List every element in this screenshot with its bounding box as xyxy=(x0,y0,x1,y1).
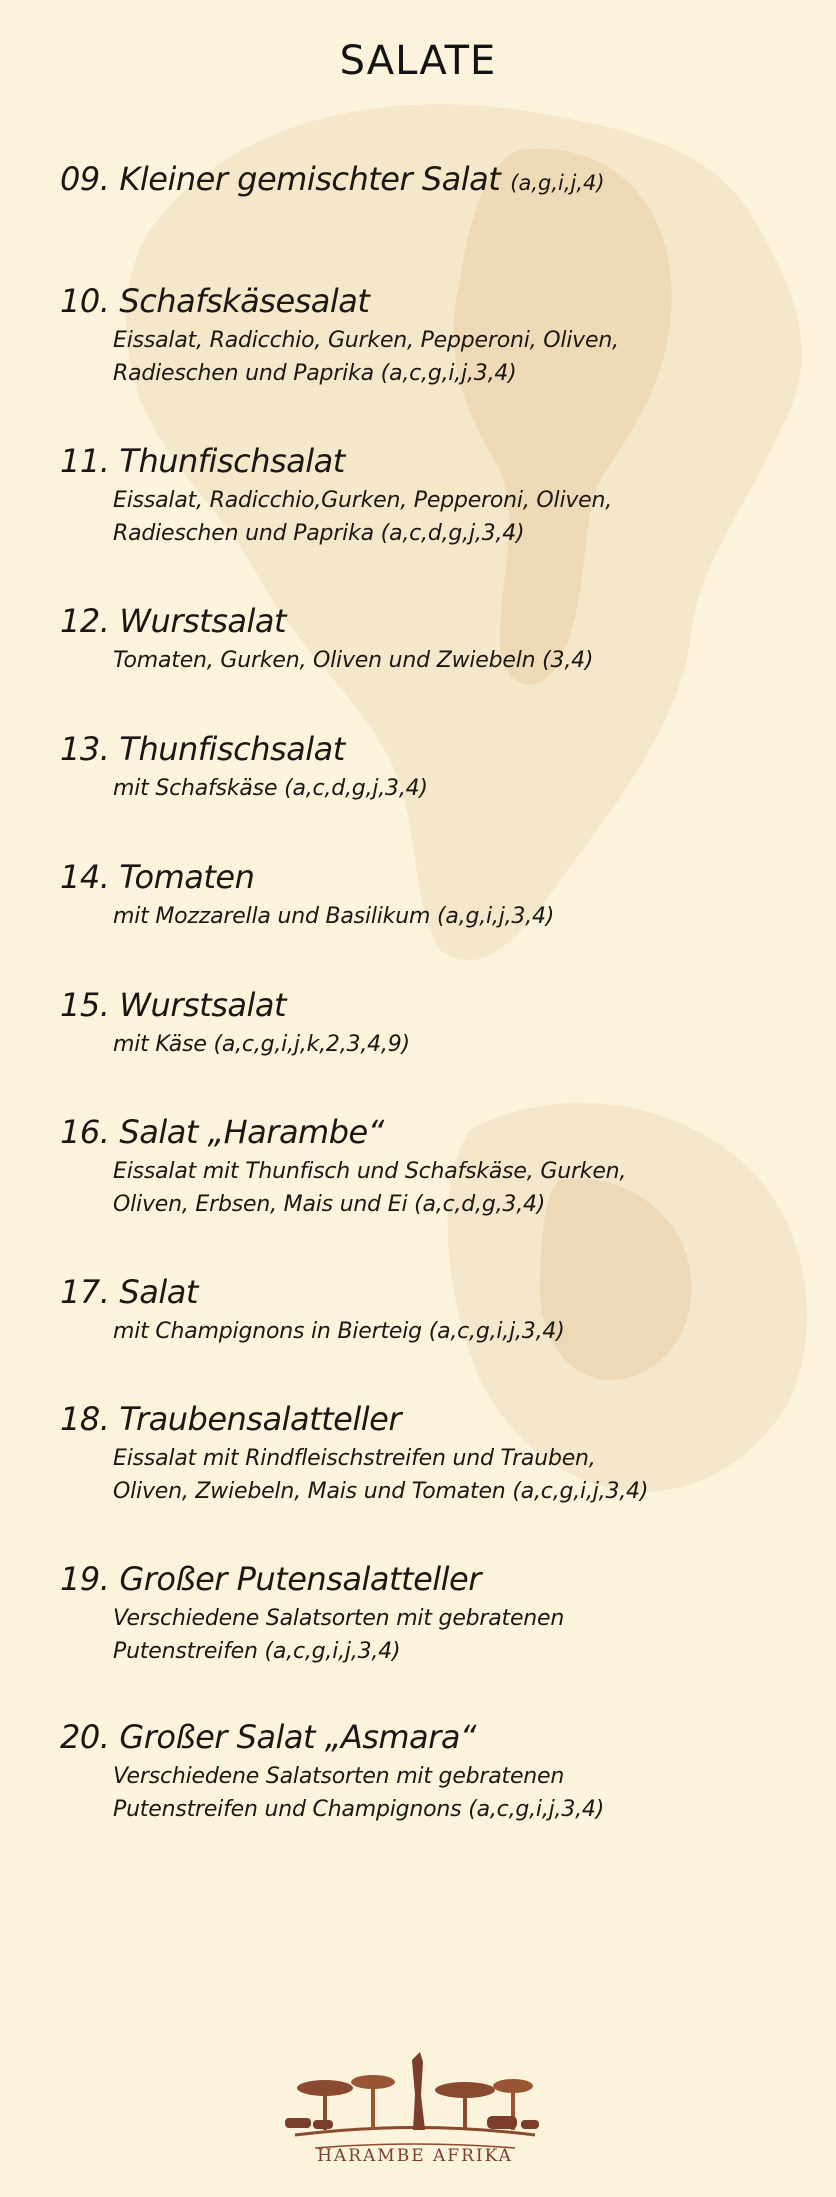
item-name: Salat xyxy=(119,1273,198,1311)
item-number: 12. xyxy=(60,602,110,640)
item-description: Verschiedene Salatsorten mit gebratenen Putenstreifen (a,c,g,i,j,3,4) xyxy=(113,1606,565,1664)
item-description: Verschiedene Salatsorten mit gebratenen Putenstreifen und Champignons (a,c,g,i,j,3,4) xyxy=(113,1764,605,1822)
menu-item-header xyxy=(60,1560,780,1598)
item-number: 10. xyxy=(60,282,110,320)
item-number: 18. xyxy=(60,1400,110,1438)
page-title: SALATE xyxy=(339,38,497,84)
menu-item xyxy=(60,1400,780,1508)
item-description: mit Schafskäse (a,c,d,g,j,3,4) xyxy=(113,776,428,801)
item-number: 11. xyxy=(60,442,110,480)
menu-item-header xyxy=(60,986,780,1024)
menu-item xyxy=(60,986,780,1061)
menu-item-header xyxy=(60,160,780,198)
item-name: Thunfischsalat xyxy=(119,442,345,480)
item-name: Großer Putensalatteller xyxy=(119,1560,481,1598)
item-description: Eissalat, Radicchio, Gurken, Pepperoni, Oliven, Radieschen und Paprika (a,c,g,i,j,3,4) xyxy=(113,328,619,386)
item-name: Tomaten xyxy=(119,858,255,896)
menu-item-header xyxy=(60,602,780,640)
item-description: Tomaten, Gurken, Oliven und Zwiebeln (3,4) xyxy=(113,648,594,673)
item-name: Großer Salat „Asmara“ xyxy=(119,1718,476,1756)
item-number: 20. xyxy=(60,1718,110,1756)
item-number: 15. xyxy=(60,986,110,1024)
menu-item xyxy=(60,602,780,677)
item-number: 19. xyxy=(60,1560,110,1598)
menu-item-header xyxy=(60,1400,780,1438)
item-description: Eissalat mit Thunfisch und Schafskäse, Gurken, Oliven, Erbsen, Mais und Ei (a,c,d,g,3,4) xyxy=(113,1159,627,1217)
menu-item-header xyxy=(60,1113,780,1151)
menu-item xyxy=(60,1273,780,1348)
menu-item xyxy=(60,1113,780,1221)
menu-item-header xyxy=(60,730,780,768)
item-description: Eissalat, Radicchio,Gurken, Pepperoni, Oliven, Radieschen und Paprika (a,c,d,g,j,3,4) xyxy=(113,488,613,546)
menu-item-header xyxy=(60,442,780,480)
item-description: mit Mozzarella und Basilikum (a,g,i,j,3,4) xyxy=(113,904,555,929)
savanna-logo-icon xyxy=(255,2040,575,2190)
item-allergens: (a,g,i,j,4) xyxy=(510,171,605,195)
menu-item xyxy=(60,442,780,550)
menu-item xyxy=(60,858,780,933)
item-name: Thunfischsalat xyxy=(119,730,345,768)
item-name: Wurstsalat xyxy=(119,602,287,640)
item-name: Kleiner gemischter Salat xyxy=(119,160,501,198)
item-number: 14. xyxy=(60,858,110,896)
item-name: Traubensalatteller xyxy=(119,1400,401,1438)
logo-text: HARAMBE AFRIKA xyxy=(317,2146,513,2166)
item-description: mit Champignons in Bierteig (a,c,g,i,j,3,4) xyxy=(113,1319,565,1344)
menu-item xyxy=(60,160,780,198)
menu-item-header xyxy=(60,858,780,896)
item-number: 17. xyxy=(60,1273,110,1311)
item-number: 16. xyxy=(60,1113,110,1151)
item-description: mit Käse (a,c,g,i,j,k,2,3,4,9) xyxy=(113,1032,410,1057)
menu-item xyxy=(60,1718,780,1826)
menu-item xyxy=(60,282,780,390)
menu-item-header xyxy=(60,1718,780,1756)
item-number: 13. xyxy=(60,730,110,768)
menu-item-header xyxy=(60,1273,780,1311)
item-number: 09. xyxy=(60,160,110,198)
item-name: Wurstsalat xyxy=(119,986,287,1024)
menu-item xyxy=(60,730,780,805)
item-name: Schafskäsesalat xyxy=(119,282,370,320)
menu-item xyxy=(60,1560,780,1668)
item-name: Salat „Harambe“ xyxy=(119,1113,384,1151)
menu-item-header xyxy=(60,282,780,320)
item-description: Eissalat mit Rindfleischstreifen und Trauben, Oliven, Zwiebeln, Mais und Tomaten (a,c,g,i,j,3,4) xyxy=(113,1446,649,1504)
